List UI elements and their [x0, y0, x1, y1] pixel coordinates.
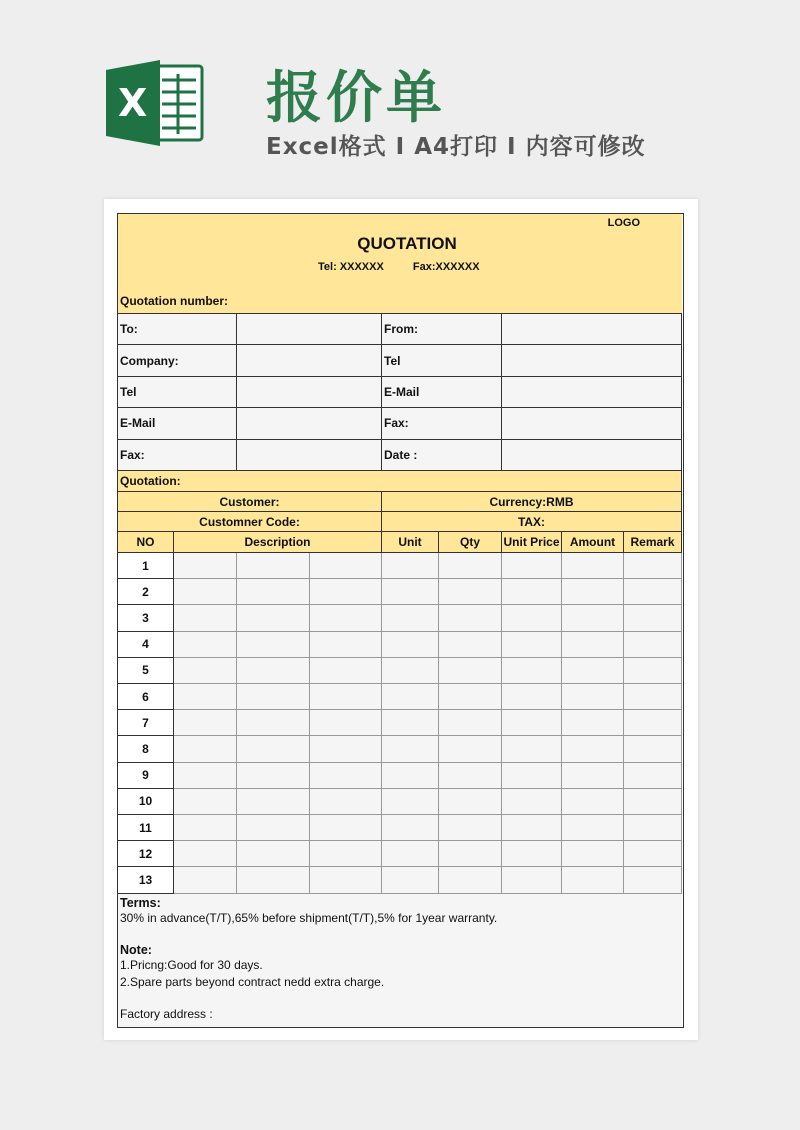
item-cell[interactable]	[562, 763, 624, 789]
item-cell[interactable]	[174, 658, 237, 684]
item-cell[interactable]	[237, 841, 310, 867]
quotation-number-label: Quotation number:	[120, 294, 228, 308]
item-cell[interactable]	[439, 579, 502, 605]
info-label-left: Tel	[118, 377, 237, 408]
item-cell[interactable]	[439, 658, 502, 684]
item-cell[interactable]	[624, 867, 682, 893]
terms-label: Terms:	[120, 896, 161, 910]
sheet-header	[118, 214, 682, 314]
logo-placeholder: LOGO	[607, 217, 640, 229]
quotation-label: Quotation:	[118, 471, 682, 492]
terms-section	[118, 894, 682, 1027]
note-line-1: 1.Pricng:Good for 30 days.	[120, 958, 263, 972]
item-cell[interactable]	[562, 684, 624, 710]
item-cell[interactable]	[382, 579, 439, 605]
item-cell[interactable]	[382, 867, 439, 893]
note-line-2: 2.Spare parts beyond contract nedd extra charge.	[120, 975, 385, 989]
item-cell[interactable]	[310, 684, 382, 710]
item-cell[interactable]	[502, 736, 562, 762]
item-cell[interactable]	[310, 736, 382, 762]
item-cell[interactable]	[174, 763, 237, 789]
item-cell[interactable]	[174, 605, 237, 631]
info-label-right: Fax:	[382, 408, 502, 439]
row-number: 9	[118, 763, 174, 789]
row-number: 3	[118, 605, 174, 631]
item-cell[interactable]	[382, 736, 439, 762]
item-cell[interactable]	[310, 553, 382, 579]
info-label-left: E-Mail	[118, 408, 237, 439]
item-cell[interactable]	[310, 815, 382, 841]
banner-subtitle: Excel格式 I A4打印 I 内容可修改	[266, 134, 646, 160]
item-cell[interactable]	[310, 579, 382, 605]
item-cell[interactable]	[439, 684, 502, 710]
item-cell[interactable]	[310, 763, 382, 789]
row-number: 12	[118, 841, 174, 867]
row-number: 10	[118, 789, 174, 815]
item-cell[interactable]	[562, 579, 624, 605]
item-cell[interactable]	[237, 684, 310, 710]
item-cell[interactable]	[174, 632, 237, 658]
info-value-right[interactable]	[502, 314, 682, 345]
item-cell[interactable]	[237, 658, 310, 684]
item-cell[interactable]	[439, 736, 502, 762]
item-cell[interactable]	[624, 553, 682, 579]
column-header: Amount	[562, 532, 624, 553]
row-number: 5	[118, 658, 174, 684]
info-label-left: Fax:	[118, 440, 237, 471]
item-cell[interactable]	[174, 553, 237, 579]
excel-icon	[104, 60, 204, 146]
item-cell[interactable]	[382, 632, 439, 658]
info-value-left[interactable]	[237, 345, 382, 376]
item-cell[interactable]	[174, 579, 237, 605]
info-label-right: Tel	[382, 345, 502, 376]
info-label-right: From:	[382, 314, 502, 345]
item-cell[interactable]	[562, 841, 624, 867]
item-cell[interactable]	[439, 789, 502, 815]
row-number: 1	[118, 553, 174, 579]
item-cell[interactable]	[624, 658, 682, 684]
item-cell[interactable]	[502, 789, 562, 815]
item-cell[interactable]	[174, 841, 237, 867]
note-label: Note:	[120, 943, 152, 957]
item-cell[interactable]	[310, 632, 382, 658]
item-cell[interactable]	[310, 789, 382, 815]
quotation-title: QUOTATION	[357, 234, 457, 253]
item-cell[interactable]	[174, 789, 237, 815]
item-cell[interactable]	[502, 841, 562, 867]
item-cell[interactable]	[562, 815, 624, 841]
item-cell[interactable]	[502, 815, 562, 841]
item-cell[interactable]	[439, 605, 502, 631]
item-cell[interactable]	[502, 579, 562, 605]
item-cell[interactable]	[439, 632, 502, 658]
customer-label: Customer:	[118, 492, 382, 512]
row-number: 8	[118, 736, 174, 762]
info-value-right[interactable]	[502, 377, 682, 408]
item-cell[interactable]	[174, 736, 237, 762]
quotation-sheet	[117, 213, 684, 1028]
item-cell[interactable]	[562, 789, 624, 815]
item-cell[interactable]	[237, 632, 310, 658]
item-cell[interactable]	[174, 815, 237, 841]
item-cell[interactable]	[310, 658, 382, 684]
item-cell[interactable]	[237, 579, 310, 605]
item-cell[interactable]	[624, 684, 682, 710]
item-cell[interactable]	[562, 736, 624, 762]
info-value-right[interactable]	[502, 408, 682, 439]
item-cell[interactable]	[174, 684, 237, 710]
column-header: Unit Price	[502, 532, 562, 553]
item-cell[interactable]	[439, 841, 502, 867]
item-cell[interactable]	[382, 658, 439, 684]
item-cell[interactable]	[624, 605, 682, 631]
item-cell[interactable]	[624, 789, 682, 815]
info-label-left: To:	[118, 314, 237, 345]
column-header: Remark	[624, 532, 682, 553]
item-cell[interactable]	[562, 867, 624, 893]
item-cell[interactable]	[624, 579, 682, 605]
item-cell[interactable]	[237, 789, 310, 815]
item-cell[interactable]	[624, 763, 682, 789]
item-cell[interactable]	[310, 841, 382, 867]
item-cell[interactable]	[562, 658, 624, 684]
item-cell[interactable]	[502, 632, 562, 658]
item-cell[interactable]	[237, 763, 310, 789]
item-cell[interactable]	[624, 710, 682, 736]
item-cell[interactable]	[439, 710, 502, 736]
item-cell[interactable]	[562, 710, 624, 736]
item-cell[interactable]	[562, 553, 624, 579]
item-cell[interactable]	[237, 736, 310, 762]
item-cell[interactable]	[237, 867, 310, 893]
item-cell[interactable]	[382, 553, 439, 579]
column-header: NO	[118, 532, 174, 553]
item-cell[interactable]	[502, 553, 562, 579]
item-cell[interactable]	[174, 867, 237, 893]
terms-text: 30% in advance(T/T),65% before shipment(T/T),5% for 1year warranty.	[120, 911, 498, 925]
item-cell[interactable]	[382, 763, 439, 789]
item-cell[interactable]	[502, 867, 562, 893]
item-cell[interactable]	[237, 605, 310, 631]
item-cell[interactable]	[624, 736, 682, 762]
column-header: Description	[174, 532, 382, 553]
item-cell[interactable]	[382, 789, 439, 815]
info-value-right[interactable]	[502, 345, 682, 376]
row-number: 4	[118, 632, 174, 658]
info-value-left[interactable]	[237, 314, 382, 345]
item-cell[interactable]	[502, 605, 562, 631]
info-value-left[interactable]	[237, 377, 382, 408]
item-cell[interactable]	[237, 553, 310, 579]
banner-title: 报价单	[266, 66, 446, 131]
item-cell[interactable]	[174, 710, 237, 736]
item-cell[interactable]	[502, 684, 562, 710]
item-cell[interactable]	[439, 867, 502, 893]
info-value-right[interactable]	[502, 440, 682, 471]
item-cell[interactable]	[562, 605, 624, 631]
item-cell[interactable]	[624, 632, 682, 658]
row-number: 7	[118, 710, 174, 736]
row-number: 2	[118, 579, 174, 605]
item-cell[interactable]	[310, 605, 382, 631]
item-cell[interactable]	[382, 710, 439, 736]
item-cell[interactable]	[439, 553, 502, 579]
tax-label: TAX:	[382, 512, 682, 532]
item-cell[interactable]	[237, 710, 310, 736]
item-cell[interactable]	[382, 841, 439, 867]
item-cell[interactable]	[237, 815, 310, 841]
row-number: 13	[118, 867, 174, 893]
item-cell[interactable]	[624, 841, 682, 867]
row-number: 6	[118, 684, 174, 710]
fax-text: Fax:XXXXXX	[412, 261, 480, 273]
customer-code-label: Customner Code:	[118, 512, 382, 532]
item-cell[interactable]	[382, 815, 439, 841]
info-value-left[interactable]	[237, 408, 382, 439]
item-cell[interactable]	[624, 815, 682, 841]
item-cell[interactable]	[382, 605, 439, 631]
tel-text: Tel: XXXXXX	[318, 261, 384, 273]
banner	[0, 0, 800, 200]
item-cell[interactable]	[382, 684, 439, 710]
info-label-right: E-Mail	[382, 377, 502, 408]
info-label-left: Company:	[118, 345, 237, 376]
item-cell[interactable]	[439, 763, 502, 789]
info-label-right: Date :	[382, 440, 502, 471]
item-cell[interactable]	[310, 710, 382, 736]
item-cell[interactable]	[502, 763, 562, 789]
item-cell[interactable]	[502, 658, 562, 684]
item-cell[interactable]	[439, 815, 502, 841]
item-cell[interactable]	[310, 867, 382, 893]
info-value-left[interactable]	[237, 440, 382, 471]
item-cell[interactable]	[562, 632, 624, 658]
item-cell[interactable]	[502, 710, 562, 736]
currency-label: Currency:RMB	[382, 492, 682, 512]
contact-line	[318, 261, 506, 273]
row-number: 11	[118, 815, 174, 841]
column-header: Unit	[382, 532, 439, 553]
column-header: Qty	[439, 532, 502, 553]
factory-address: Factory address :	[120, 1007, 213, 1021]
svg-text:X: X	[118, 81, 148, 125]
